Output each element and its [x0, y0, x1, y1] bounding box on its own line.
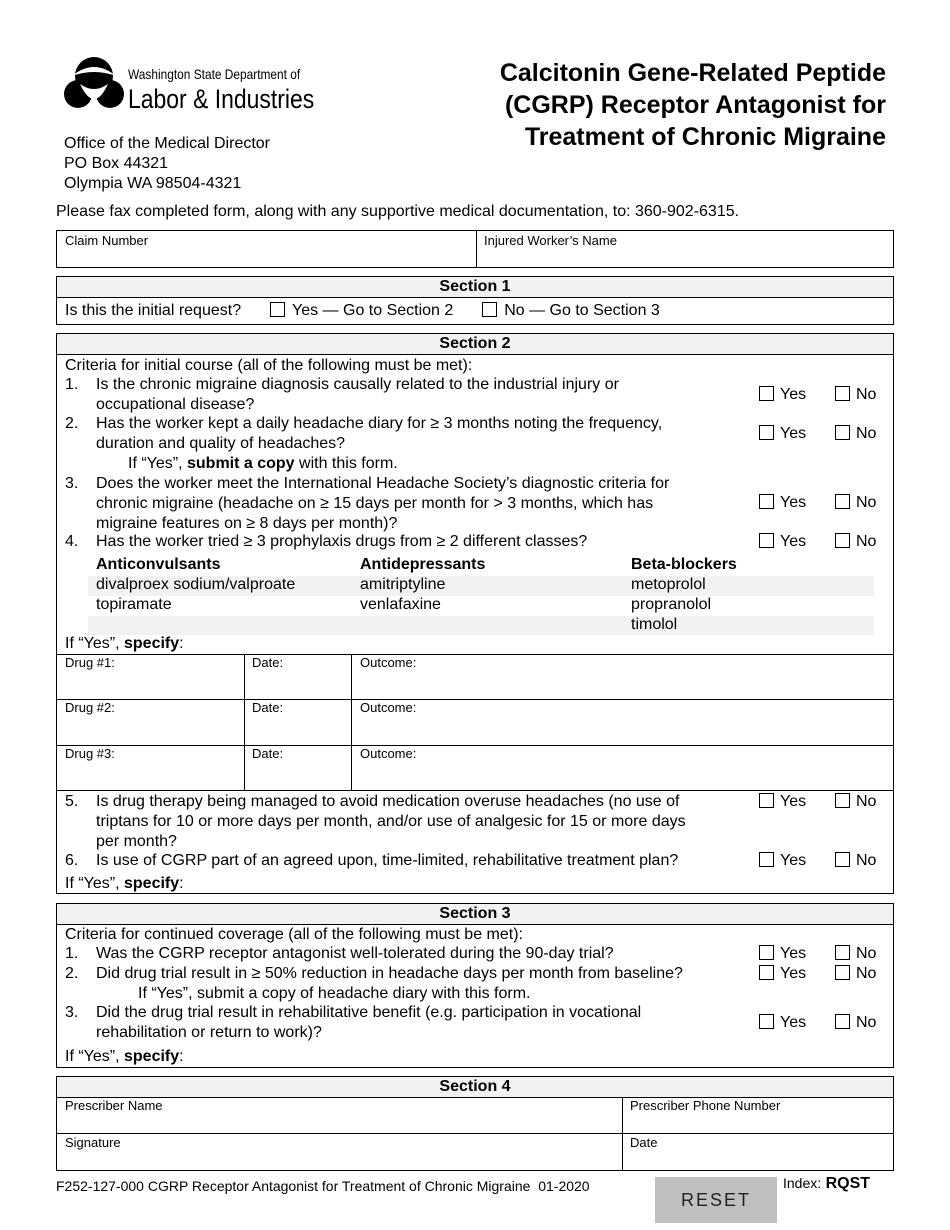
s2-q3-no-checkbox[interactable] — [835, 494, 850, 509]
prescriber-name-label: Prescriber Name — [65, 1098, 163, 1113]
lni-logo-icon — [64, 54, 124, 118]
initial-no-checkbox[interactable] — [482, 302, 497, 317]
drug-3-label: Drug #3: — [65, 746, 115, 761]
s3-q3-line-2: rehabilitation or return to work)? — [96, 1024, 322, 1041]
s2-q5-no-label: No — [856, 793, 877, 810]
s3-q2-line-1: Did drug trial result in ≥ 50% reduction in headache days per month from baseline? — [96, 965, 683, 982]
drug-2-outcome-label: Outcome: — [360, 700, 417, 715]
initial-yes-label: Yes — Go to Section 2 — [292, 302, 454, 319]
s2-q4-line-1: Has the worker tried ≥ 3 prophylaxis drugs from ≥ 2 different classes? — [96, 533, 588, 550]
prescriber-phone-field[interactable] — [623, 1098, 893, 1133]
logo-line-1: Washington State Department of — [128, 66, 301, 82]
section-4 — [56, 1076, 894, 1171]
drug-3-outcome-label: Outcome: — [360, 746, 417, 761]
s2-q2-number: 2. — [65, 415, 79, 432]
initial-request-question: Is this the initial request? — [65, 302, 242, 319]
s2-q6-number: 6. — [65, 852, 79, 869]
s2-q2-yes-checkbox[interactable] — [759, 425, 774, 440]
s2-q5-yes-label: Yes — [780, 793, 807, 810]
drug-2-outcome-field[interactable] — [352, 700, 893, 745]
drug-class-header-antidepressants: Antidepressants — [360, 556, 486, 573]
fax-note: Please fax completed form, along with any supportive medical documentation, to: 360-902-6315. — [56, 203, 740, 220]
section-4-heading: Section 4 — [57, 1077, 893, 1098]
s2-q3-no-label: No — [856, 494, 877, 511]
initial-yes-checkbox[interactable] — [270, 302, 285, 317]
drug-3-date-field[interactable] — [245, 746, 351, 790]
s2-q5-text — [96, 792, 686, 852]
drug-3-date-label: Date: — [252, 746, 284, 761]
s3-q1-no-checkbox[interactable] — [835, 945, 850, 960]
lni-logo — [64, 54, 334, 118]
initial-no-label: No — Go to Section 3 — [504, 302, 660, 319]
drug-cell: topiramate — [96, 596, 172, 613]
worker-name-field[interactable] — [477, 231, 893, 267]
s3-q1-no-label: No — [856, 945, 877, 962]
address-line-3: Olympia WA 98504-4321 — [64, 175, 242, 192]
s3-q3-yes-checkbox[interactable] — [759, 1014, 774, 1029]
drug-cell: metoprolol — [631, 576, 706, 593]
s2-specify-label: If “Yes”, specify: — [65, 635, 184, 652]
s2-q1-number: 1. — [65, 376, 79, 393]
drug-2-label: Drug #2: — [65, 700, 115, 715]
s3-q2-yes-label: Yes — [780, 965, 807, 982]
s2-q2-no-label: No — [856, 425, 877, 442]
top-fields — [56, 230, 894, 268]
s3-q3-line-1: Did the drug trial result in rehabilitative benefit (e.g. participation in vocational — [96, 1004, 642, 1021]
s2-q2-note: If “Yes”, submit a copy with this form. — [128, 455, 398, 472]
signature-field[interactable] — [57, 1134, 622, 1170]
drug-1-outcome-label: Outcome: — [360, 655, 417, 670]
drug-2-field[interactable] — [57, 700, 244, 745]
drug-1-date-field[interactable] — [245, 655, 351, 699]
drug-class-header-anticonvulsants: Anticonvulsants — [96, 556, 221, 573]
s2-q6-line-1: Is use of CGRP part of an agreed upon, time-limited, rehabilitative treatment plan? — [96, 852, 679, 869]
prescriber-name-field[interactable] — [57, 1098, 622, 1133]
s2-q2-line-2: duration and quality of headaches? — [96, 435, 346, 452]
s2-q5-yes-checkbox[interactable] — [759, 793, 774, 808]
s2-q3-line-3: migraine features on ≥ 8 days per month)? — [96, 515, 398, 532]
form-id: F252-127-000 CGRP Receptor Antagonist for Treatment of Chronic Migraine 01-2020 — [56, 1178, 590, 1194]
index-value: RQST — [825, 1175, 871, 1192]
s2-q6-no-label: No — [856, 852, 877, 869]
section-2-intro: Criteria for initial course (all of the following must be met): — [65, 357, 473, 374]
drug-1-outcome-field[interactable] — [352, 655, 893, 699]
logo-line-2: Labor & Industries — [128, 84, 315, 114]
drug-2-date-label: Date: — [252, 700, 284, 715]
reset-button[interactable]: RESET — [655, 1177, 777, 1223]
form-index — [783, 1175, 870, 1193]
s3-q2-yes-checkbox[interactable] — [759, 965, 774, 980]
s2-q5-no-checkbox[interactable] — [835, 793, 850, 808]
index-label: Index: — [783, 1175, 822, 1191]
s2-q2-no-checkbox[interactable] — [835, 425, 850, 440]
title-line-1: Calcitonin Gene-Related Peptide — [499, 59, 886, 87]
s2-q4-yes-label: Yes — [780, 533, 807, 550]
drug-cell: divalproex sodium/valproate — [96, 576, 296, 593]
s2-q5-line-2: triptans for 10 or more days per month, and/or use of analgesic for 15 or more days — [96, 813, 686, 830]
s2-q2-yes-label: Yes — [780, 425, 807, 442]
s2-q6-yes-checkbox[interactable] — [759, 852, 774, 867]
s3-q3-no-checkbox[interactable] — [835, 1014, 850, 1029]
s2-q2-line-1: Has the worker kept a daily headache diary for ≥ 3 months noting the frequency, — [96, 415, 663, 432]
s3-specify-label[interactable]: If “Yes”, specify: — [65, 1048, 184, 1065]
claim-number-field[interactable] — [57, 231, 476, 267]
s2-q4-yes-checkbox[interactable] — [759, 533, 774, 548]
s2-q1-no-checkbox[interactable] — [835, 386, 850, 401]
section-2 — [56, 333, 894, 894]
s2-q5-number: 5. — [65, 793, 79, 810]
s3-q3-no-label: No — [856, 1014, 877, 1031]
s2-q1-line-2: occupational disease? — [96, 396, 255, 413]
s2-q3-line-2: chronic migraine (headache on ≥ 15 days per month for > 3 months, which has — [96, 495, 654, 512]
s3-q1-line-1: Was the CGRP receptor antagonist well-tolerated during the 90-day trial? — [96, 945, 614, 962]
s2-q6-no-checkbox[interactable] — [835, 852, 850, 867]
date-field[interactable] — [623, 1134, 893, 1170]
drug-class-header-beta-blockers: Beta-blockers — [631, 556, 737, 573]
s2-q3-yes-checkbox[interactable] — [759, 494, 774, 509]
s2-q5-line-1: Is drug therapy being managed to avoid medication overuse headaches (no use of — [96, 793, 680, 810]
s3-q3-number: 3. — [65, 1004, 79, 1021]
s3-q2-no-checkbox[interactable] — [835, 965, 850, 980]
address-line-2: PO Box 44321 — [64, 155, 169, 172]
s2-q1-yes-checkbox[interactable] — [759, 386, 774, 401]
title-line-3: Treatment of Chronic Migraine — [524, 123, 886, 151]
s2-specify-2-label[interactable]: If “Yes”, specify: — [65, 875, 184, 892]
drug-1-label: Drug #1: — [65, 655, 115, 670]
section-1 — [56, 276, 894, 325]
section-2-heading: Section 2 — [57, 334, 893, 355]
s3-q1-number: 1. — [65, 945, 79, 962]
drug-cell: venlafaxine — [360, 596, 441, 613]
drug-2-date-field[interactable] — [245, 700, 351, 745]
s2-q5-line-3: per month? — [96, 833, 177, 850]
form-title — [500, 57, 886, 153]
drug-cell: timolol — [631, 616, 678, 633]
address-block — [64, 134, 270, 194]
s3-q2-no-label: No — [856, 965, 877, 982]
s2-q1-line-1: Is the chronic migraine diagnosis causally related to the industrial injury or — [96, 376, 619, 393]
section-3 — [56, 903, 894, 1068]
date-label: Date — [630, 1135, 658, 1150]
worker-name-label: Injured Worker’s Name — [484, 233, 617, 248]
s3-q2-number: 2. — [65, 965, 79, 982]
s2-q4-no-label: No — [856, 533, 877, 550]
drug-cell: propranolol — [631, 596, 712, 613]
s2-q4-number: 4. — [65, 533, 79, 550]
drug-cell: amitriptyline — [360, 576, 446, 593]
section-1-heading: Section 1 — [57, 277, 893, 298]
drug-1-field[interactable] — [57, 655, 244, 699]
signature-label: Signature — [65, 1135, 121, 1150]
s2-q3-number: 3. — [65, 475, 79, 492]
address-line-1: Office of the Medical Director — [64, 135, 271, 152]
prescriber-phone-label: Prescriber Phone Number — [630, 1098, 781, 1113]
s3-q3-text — [96, 1003, 641, 1043]
s2-q1-no-label: No — [856, 386, 877, 403]
s2-q2-text — [96, 414, 662, 454]
title-line-2: (CGRP) Receptor Antagonist for — [504, 91, 886, 119]
s3-q3-yes-label: Yes — [780, 1014, 807, 1031]
claim-number-label: Claim Number — [65, 233, 149, 248]
drug-3-field[interactable] — [57, 746, 244, 790]
s2-q3-line-1: Does the worker meet the International Headache Society’s diagnostic criteria for — [96, 475, 670, 492]
drug-3-outcome-field[interactable] — [352, 746, 893, 790]
drug-1-date-label: Date: — [252, 655, 284, 670]
s3-q1-yes-checkbox[interactable] — [759, 945, 774, 960]
s2-q6-yes-label: Yes — [780, 852, 807, 869]
s2-q3-text — [96, 474, 669, 534]
s2-q4-no-checkbox[interactable] — [835, 533, 850, 548]
s2-q1-text — [96, 375, 619, 415]
section-3-intro: Criteria for continued coverage (all of the following must be met): — [65, 926, 523, 943]
s2-q3-yes-label: Yes — [780, 494, 807, 511]
s3-q1-yes-label: Yes — [780, 945, 807, 962]
s3-q2-note: If “Yes”, submit a copy of headache diary with this form. — [138, 985, 531, 1002]
s2-q1-yes-label: Yes — [780, 386, 807, 403]
section-3-heading: Section 3 — [57, 904, 893, 925]
